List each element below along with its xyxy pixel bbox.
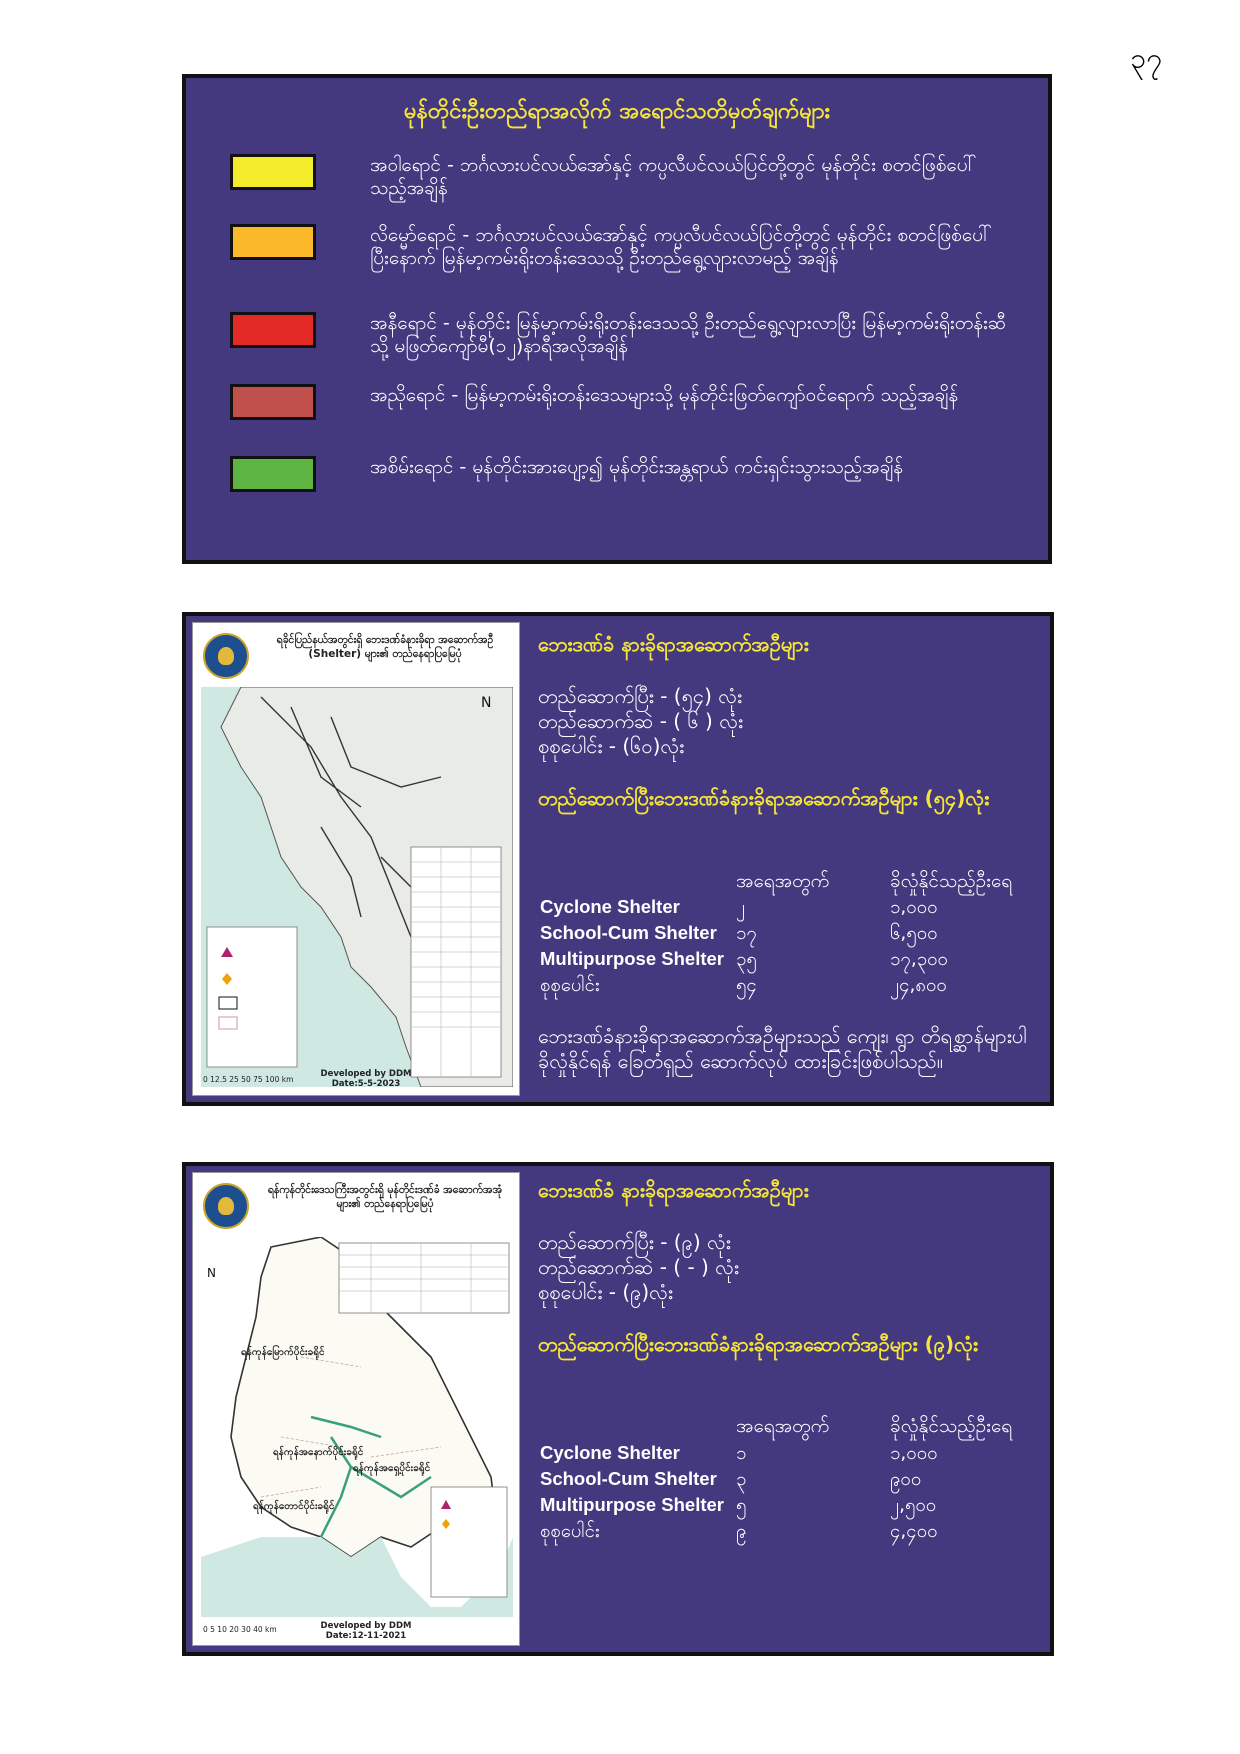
- table-row: School-Cum Shelter ၃ ၉၀၀: [540, 1468, 922, 1490]
- shelter-note: ဘေးဒဏ်ခံနားခိုရာအဆောက်အဦများသည် ကျေး၊ ရွာ တိရစ္ဆာန်များပါ ခိုလှုံနိုင်ရန် ခြေတံရှည် ဆောက်လုပ် ထားခြင်းဖြစ်ပါသည်။: [538, 1024, 1027, 1073]
- built-count: တည်ဆောက်ပြီး - (၉) လုံး: [538, 1230, 731, 1254]
- built-shelters-heading: တည်ဆောက်ပြီးဘေးဒဏ်ခံနားခိုရာအဆောက်အဦများ (၅၄)လုံး: [538, 786, 990, 810]
- built-count: တည်ဆောက်ပြီး - (၅၄) လုံး: [538, 684, 743, 708]
- table-row: School-Cum Shelter ၁၇ ၆,၅၀၀: [540, 922, 938, 944]
- col-capacity-header: ခိုလှုံနိုင်သည့်ဦးရေ: [890, 870, 1013, 892]
- legend-text-red: အနီရောင် - မုန်တိုင်း မြန်မာ့ကမ်းရိုးတန်းဒေသသို့ ဦးတည်ရွေ့လျားလာပြီး မြန်မာ့ကမ်းရိုးတန်းဆီသို့ မဖြတ်ကျော်မီ(၁၂)နာရီအလိုအချိန်: [370, 312, 1007, 357]
- col-capacity-header: ခိုလှုံနိုင်သည့်ဦးရေ: [890, 1415, 1013, 1437]
- svg-text:N: N: [481, 695, 492, 711]
- legend-text-yellow: အဝါရောင် - ဘင်္ဂလားပင်လယ်အော်နှင့် ကပ္ပလီပင်လယ်ပြင်တို့တွင် မုန်တိုင်း စတင်ဖြစ်ပေါ်သည့်အချိန်: [370, 154, 977, 199]
- rakhine-shelter-panel: [182, 612, 1054, 1106]
- page-number: ၃၇: [1130, 42, 1162, 75]
- under-construction-count: တည်ဆောက်ဆဲ - ( - ) လုံး: [538, 1255, 740, 1279]
- ddm-logo: [203, 1183, 249, 1229]
- map-title: ရခိုင်ပြည်နယ်အတွင်းရှိ ဘေးဒဏ်ခံနားခိုရာ အဆောက်အဦ (Shelter) များ၏ တည်နေရာပြမြေပုံ: [276, 634, 494, 660]
- col-count-header: အရေအတွက်: [736, 870, 830, 892]
- shelter-heading: ဘေးဒဏ်ခံ နားခိုရာအဆောက်အဦများ: [538, 1178, 809, 1202]
- legend-title: မုန်တိုင်းဦးတည်ရာအလိုက် အရောင်သတိမှတ်ချက်များ: [403, 99, 831, 124]
- map-developer: Developed by DDM Date:5-5-2023: [320, 1069, 412, 1089]
- legend-swatch-brown: [230, 384, 316, 420]
- legend-rows: [182, 74, 1052, 564]
- legend-text-green: အစိမ်းရောင် - မုန်တိုင်းအားပျော့၍ မုန်တိုင်းအန္တရာယ် ကင်းရှင်းသွားသည့်အချိန်: [370, 456, 904, 478]
- legend-swatch-green: [230, 456, 316, 492]
- yangon-shelter-panel: [182, 1162, 1054, 1656]
- rakhine-shelter-map: [192, 622, 520, 1096]
- map-title: ရန်ကုန်တိုင်းဒေသကြီးအတွင်းရှိ မုန်တိုင်းဒဏ်ခံ အဆောက်အအုံများ၏ တည်နေရာပြမြေပုံ: [267, 1184, 503, 1210]
- table-row-total: စုစုပေါင်း ၅၄ ၂၄,၈၀၀: [540, 974, 947, 996]
- rakhine-map-graphic: [201, 687, 513, 1087]
- district-label: ရန်ကုန်အရှေ့ပိုင်းခရိုင်: [353, 1463, 431, 1474]
- legend-swatch-red: [230, 312, 316, 348]
- district-label: ရန်ကုန်အနောက်ပိုင်းခရိုင်: [273, 1447, 364, 1458]
- col-count-header: အရေအတွက်: [736, 1415, 830, 1437]
- map-developer: Developed by DDM Date:12-11-2021: [320, 1621, 412, 1641]
- district-label: ရန်ကုန်တောင်ပိုင်းခရိုင်: [253, 1501, 335, 1512]
- legend-text-brown: အညိုရောင် - မြန်မာ့ကမ်းရိုးတန်းဒေသများသို့ မုန်တိုင်းဖြတ်ကျော်ဝင်ရောက် သည့်အချိန်: [370, 384, 959, 406]
- table-row-total: စုစုပေါင်း ၉ ၄,၄၀၀: [540, 1520, 938, 1542]
- total-count: စုစုပေါင်း - (၆၀)လုံး: [538, 734, 685, 758]
- table-row: Multipurpose Shelter ၅ ၂,၅၀၀: [540, 1494, 937, 1516]
- table-row: Multipurpose Shelter ၃၅ ၁၇,၃၀၀: [540, 948, 948, 970]
- yangon-shelter-map: [192, 1172, 520, 1646]
- district-label: ရန်ကုန်မြောက်ပိုင်းခရိုင်: [241, 1347, 325, 1358]
- ddm-logo: [203, 633, 249, 679]
- svg-text:N: N: [207, 1266, 216, 1280]
- legend-text-orange: လိမ္မော်ရောင် - ဘင်္ဂလားပင်လယ်အော်နှင့် ကပ္ပလီပင်လယ်ပြင်တို့တွင် မုန်တိုင်း စတင်ဖြစ်ပေါ်ပြီးနောက် မြန်မာ့ကမ်းရိုးတန်းဒေသသို့ ဦးတည်ရွေ့လျားလာမည့် အချိန်: [370, 224, 992, 269]
- shelter-heading: ဘေးဒဏ်ခံ နားခိုရာအဆောက်အဦများ: [538, 632, 809, 656]
- legend-swatch-orange: [230, 224, 316, 260]
- map-scale: 0 5 10 20 30 40 km: [203, 1625, 277, 1634]
- yangon-shelter-info: [538, 1166, 1040, 1652]
- rakhine-shelter-info: [538, 616, 1040, 1102]
- table-row: Cyclone Shelter ၂ ၁,၀၀၀: [540, 896, 938, 918]
- map-scale: 0 12.5 25 50 75 100 km: [203, 1075, 294, 1084]
- table-row: Cyclone Shelter ၁ ၁,၀၀၀: [540, 1442, 938, 1464]
- under-construction-count: တည်ဆောက်ဆဲ - ( ၆ ) လုံး: [538, 709, 744, 733]
- legend-swatch-yellow: [230, 154, 316, 190]
- total-count: စုစုပေါင်း - (၉)လုံး: [538, 1280, 674, 1304]
- built-shelters-heading: တည်ဆောက်ပြီးဘေးဒဏ်ခံနားခိုရာအဆောက်အဦများ (၉)လုံး: [538, 1332, 978, 1356]
- yangon-map-graphic: [201, 1237, 513, 1617]
